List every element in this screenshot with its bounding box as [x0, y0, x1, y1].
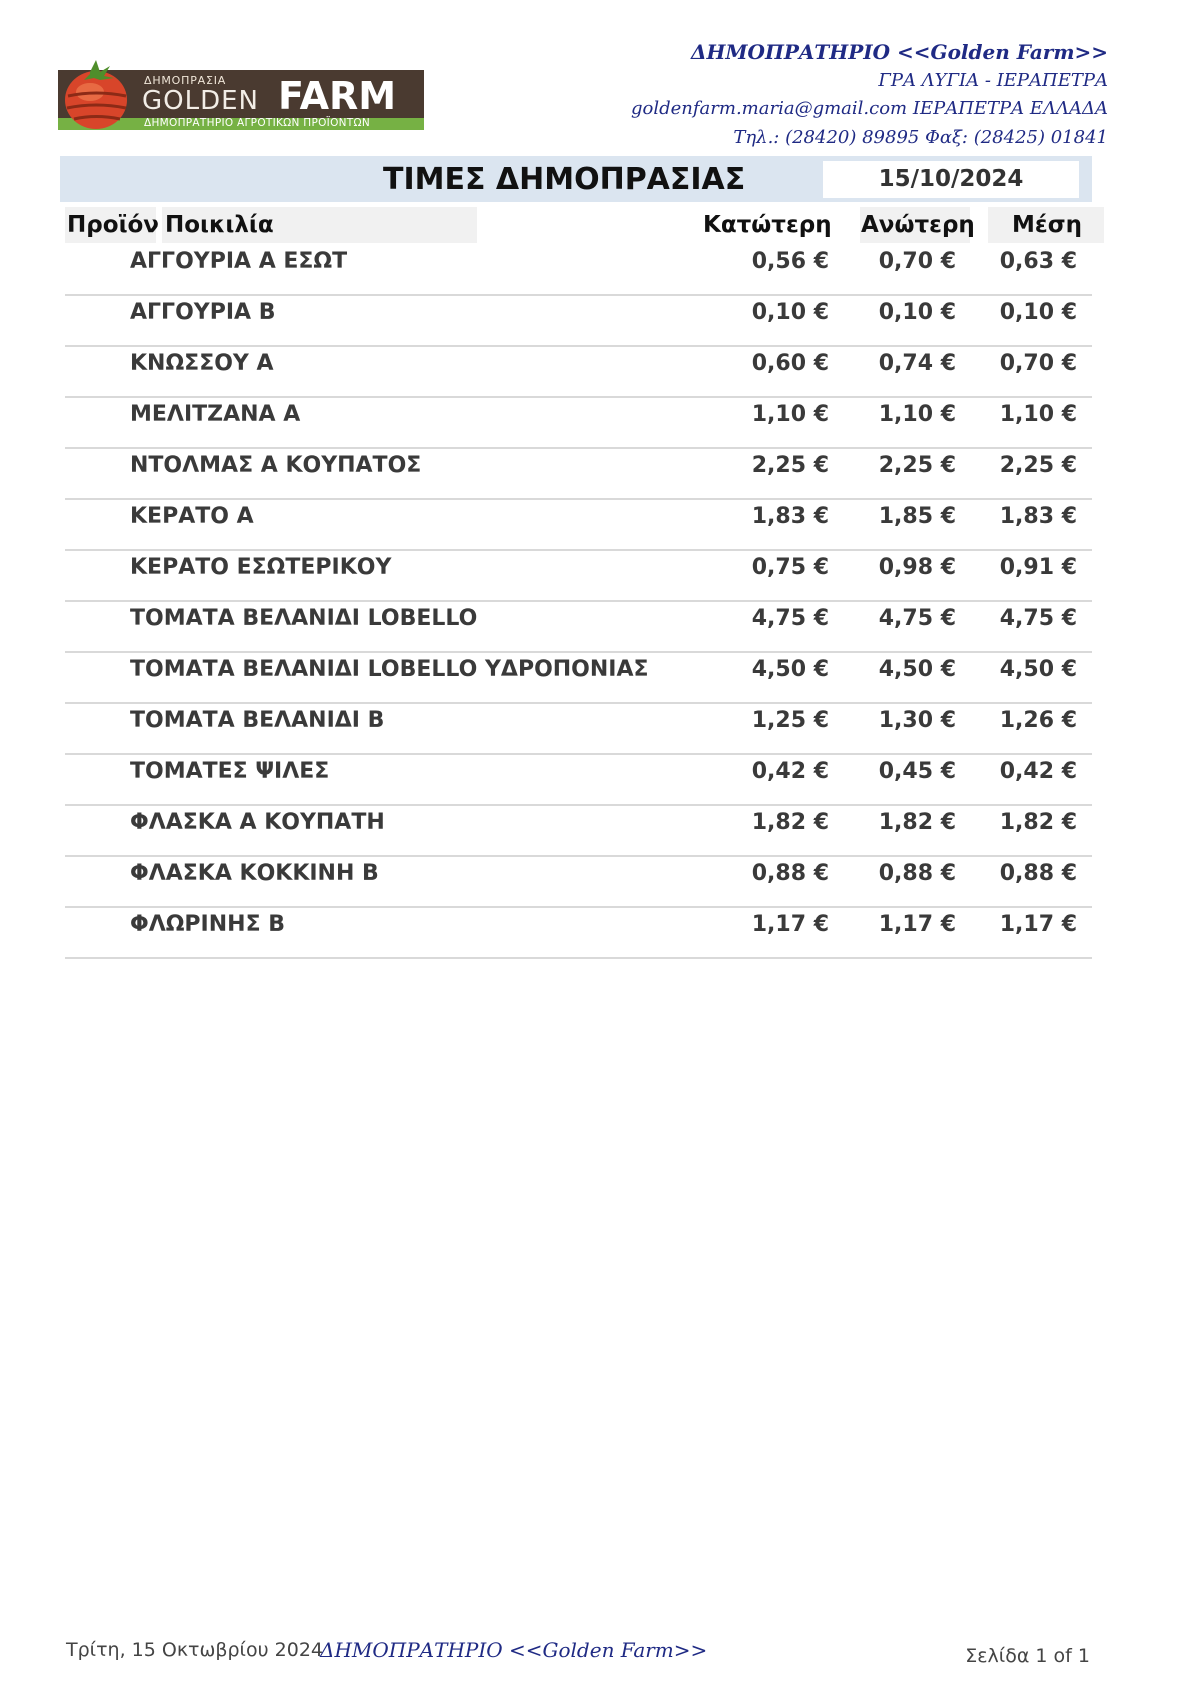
- low-price: 0,42 €: [751, 759, 829, 784]
- header-phone: Τηλ.: (28420) 89895 Φαξ: (28425) 01841: [733, 127, 1108, 148]
- page-number: Σελίδα 1 of 1: [965, 1645, 1090, 1667]
- product-name: ΦΛΑΣΚΑ Α ΚΟΥΠΑΤΗ: [130, 810, 385, 835]
- low-price: 1,82 €: [751, 810, 829, 835]
- table-row: [65, 396, 1092, 449]
- low-price: 4,75 €: [751, 606, 829, 631]
- table-row: [65, 243, 1092, 296]
- header-email: goldenfarm.maria@gmail.com ΙΕΡΑΠΕΤΡΑ ΕΛΛΑΔΑ: [631, 98, 1108, 119]
- logo-golden-text: GOLDEN: [142, 86, 259, 116]
- low-price: 1,83 €: [751, 504, 829, 529]
- product-name: ΤΟΜΑΤΑ ΒΕΛΑΝΙΔΙ LOBELLO ΥΔΡΟΠΟΝΙΑΣ: [130, 657, 649, 682]
- column-header-avg: Μέση: [1012, 212, 1082, 238]
- high-price: 4,75 €: [878, 606, 956, 631]
- low-price: 0,10 €: [751, 300, 829, 325]
- high-price: 2,25 €: [878, 453, 956, 478]
- low-price: 0,88 €: [751, 861, 829, 886]
- table-row: [65, 498, 1092, 551]
- column-header-product: Προϊόν: [67, 212, 159, 238]
- avg-price: 4,50 €: [999, 657, 1077, 682]
- avg-price: 1,82 €: [999, 810, 1077, 835]
- high-price: 1,17 €: [878, 912, 956, 937]
- product-name: ΤΟΜΑΤΕΣ ΨΙΛΕΣ: [130, 759, 330, 784]
- logo-subtitle: ΔΗΜΟΠΡΑΤΗΡΙΟ ΑΓΡΟΤΙΚΩΝ ΠΡΟΪΟΝΤΩΝ: [144, 117, 370, 129]
- product-name: ΦΛΩΡΙΝΗΣ Β: [130, 912, 286, 937]
- low-price: 0,56 €: [751, 249, 829, 274]
- low-price: 4,50 €: [751, 657, 829, 682]
- high-price: 1,82 €: [878, 810, 956, 835]
- avg-price: 0,42 €: [999, 759, 1077, 784]
- table-row: [65, 294, 1092, 347]
- low-price: 1,25 €: [751, 708, 829, 733]
- high-price: 0,45 €: [878, 759, 956, 784]
- avg-price: 0,10 €: [999, 300, 1077, 325]
- header-address: ΓΡΑ ΛΥΓΙΑ - ΙΕΡΑΠΕΤΡΑ: [878, 70, 1108, 91]
- logo-farm-text: FARM: [278, 74, 397, 118]
- high-price: 0,70 €: [878, 249, 956, 274]
- high-price: 0,74 €: [878, 351, 956, 376]
- product-name: ΝΤΟΛΜΑΣ Α ΚΟΥΠΑΤΟΣ: [130, 453, 422, 478]
- high-price: 0,98 €: [878, 555, 956, 580]
- avg-price: 1,83 €: [999, 504, 1077, 529]
- column-header-high: Ανώτερη: [861, 212, 975, 238]
- table-row: [65, 906, 1092, 959]
- table-row: [65, 447, 1092, 500]
- high-price: 4,50 €: [878, 657, 956, 682]
- tomato-icon: [60, 56, 138, 132]
- product-name: ΑΓΓΟΥΡΙΑ Α ΕΣΩΤ: [130, 249, 348, 274]
- page-title: ΤΙΜΕΣ ΔΗΜΟΠΡΑΣΙΑΣ: [383, 162, 746, 197]
- avg-price: 1,17 €: [999, 912, 1077, 937]
- low-price: 2,25 €: [751, 453, 829, 478]
- product-name: ΜΕΛΙΤΖΑΝΑ Α: [130, 402, 301, 427]
- product-name: ΚΕΡΑΤΟ Α: [130, 504, 254, 529]
- table-row: [65, 804, 1092, 857]
- high-price: 1,85 €: [878, 504, 956, 529]
- avg-price: 0,88 €: [999, 861, 1077, 886]
- table-row: [65, 600, 1092, 653]
- product-name: ΤΟΜΑΤΑ ΒΕΛΑΝΙΔΙ LOBELLO: [130, 606, 478, 631]
- avg-price: 1,26 €: [999, 708, 1077, 733]
- table-row: [65, 855, 1092, 908]
- product-name: ΦΛΑΣΚΑ ΚΟΚΚΙΝΗ Β: [130, 861, 379, 886]
- product-name: ΚΝΩΣΣΟΥ Α: [130, 351, 274, 376]
- logo-auction-label: ΔΗΜΟΠΡΑΣΙΑ: [144, 74, 227, 87]
- avg-price: 0,70 €: [999, 351, 1077, 376]
- table-row: [65, 345, 1092, 398]
- low-price: 0,60 €: [751, 351, 829, 376]
- high-price: 1,30 €: [878, 708, 956, 733]
- low-price: 1,17 €: [751, 912, 829, 937]
- header-org-name: ΔΗΜΟΠΡΑΤΗΡΙΟ <<Golden Farm>>: [690, 40, 1108, 64]
- table-row: [65, 549, 1092, 602]
- low-price: 0,75 €: [751, 555, 829, 580]
- avg-price: 0,91 €: [999, 555, 1077, 580]
- product-name: ΚΕΡΑΤΟ ΕΣΩΤΕΡΙΚΟΥ: [130, 555, 392, 580]
- table-row: [65, 702, 1092, 755]
- product-name: ΤΟΜΑΤΑ ΒΕΛΑΝΙΔΙ Β: [130, 708, 385, 733]
- avg-price: 0,63 €: [999, 249, 1077, 274]
- avg-price: 4,75 €: [999, 606, 1077, 631]
- product-name: ΑΓΓΟΥΡΙΑ Β: [130, 300, 276, 325]
- high-price: 1,10 €: [878, 402, 956, 427]
- column-header-low: Κατώτερη: [703, 212, 832, 238]
- column-header-variety: Ποικιλία: [165, 212, 274, 238]
- avg-price: 2,25 €: [999, 453, 1077, 478]
- footer-org-name: ΔΗΜΟΠΡΑΤΗΡΙΟ <<Golden Farm>>: [320, 1638, 708, 1662]
- table-row: [65, 753, 1092, 806]
- low-price: 1,10 €: [751, 402, 829, 427]
- footer-date: Τρίτη, 15 Οκτωβρίου 2024: [66, 1639, 324, 1661]
- auction-date: 15/10/2024: [878, 166, 1024, 192]
- company-logo: [58, 56, 424, 132]
- high-price: 0,10 €: [878, 300, 956, 325]
- table-row: [65, 651, 1092, 704]
- high-price: 0,88 €: [878, 861, 956, 886]
- avg-price: 1,10 €: [999, 402, 1077, 427]
